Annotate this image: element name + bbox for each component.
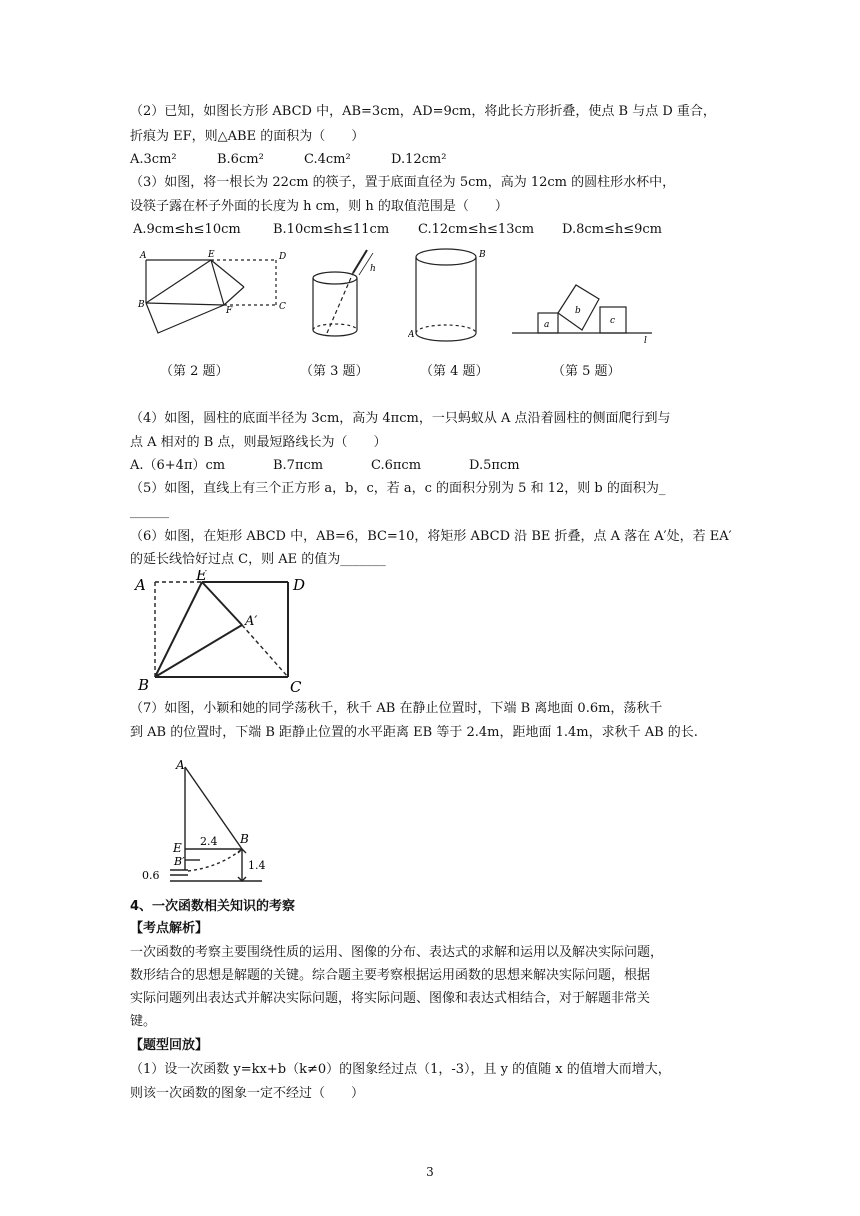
caption-q5: （第 5 题）	[552, 364, 621, 379]
figure-q6	[130, 570, 320, 695]
fig4-label-b: B	[479, 250, 486, 260]
q3-option-d: D.8cm≤h≤9cm	[562, 222, 663, 237]
q3-option-a: A.9cm≤h≤10cm	[133, 222, 241, 237]
q4-option-a: A.（6+4π）cm	[130, 458, 226, 473]
caption-q3: （第 3 题）	[300, 364, 369, 379]
fig7-label-ground: 0.6	[142, 869, 160, 882]
q2-option-a: A.3cm²	[130, 152, 177, 167]
fig6-label-a: A	[135, 576, 146, 594]
q3-line2: 设筷子露在杯子外面的长度为 h cm，则 h 的取值范围是（ ）	[130, 199, 508, 214]
figure-q4	[408, 245, 488, 345]
analysis-line-3: 实际问题列出表达式并解决实际问题，将实际问题、图像和表达式相结合，对于解题非常关	[130, 991, 651, 1006]
caption-q2: （第 2 题）	[160, 364, 229, 379]
fig7-label-e: E	[173, 841, 182, 855]
fig5-label-c: c	[610, 316, 616, 326]
q4-option-c: C.6πcm	[371, 458, 422, 473]
fig4-label-a: A	[408, 330, 415, 340]
fig7-label-b-prime: B′	[174, 855, 185, 868]
q4-line2: 点 A 相对的 B 点，则最短路线长为（ ）	[130, 435, 387, 450]
q5-line1: （5）如图，直线上有三个正方形 a，b，c，若 a，c 的面积分别为 5 和 12，则 b 的面积为_	[130, 481, 666, 496]
q7-line1: （7）如图，小颖和她的同学荡秋千，秋千 AB 在静止位置时，下端 B 离地面 0.6m，荡秋千	[130, 701, 663, 716]
q6-line1: （6）如图，在矩形 ABCD 中，AB=6，BC=10，将矩形 ABCD 沿 BE 折叠，点 A 落在 A′处，若 EA′	[130, 529, 732, 544]
fig2-label-b: B	[138, 300, 145, 310]
fig5-label-b: b	[575, 306, 581, 316]
review-title: 【题型回放】	[130, 1038, 209, 1053]
q2-option-c: C.4cm²	[304, 152, 351, 167]
analysis-line-4: 键。	[130, 1014, 157, 1029]
fig2-label-c: C	[279, 302, 286, 312]
fig7-label-b: B	[240, 832, 249, 846]
page-number: 3	[426, 1165, 434, 1179]
q4-line1: （4）如图，圆柱的底面半径为 3cm，高为 4πcm，一只蚂蚁从 A 点沿着圆柱的侧面爬行到与	[130, 411, 671, 426]
fig2-label-f: F	[226, 306, 233, 316]
q3-line1: （3）如图，将一根长为 22cm 的筷子，置于底面直径为 5cm，高为 12cm 的圆柱形水杯中，	[130, 175, 676, 190]
q4-option-d: D.5πcm	[469, 458, 520, 473]
q4-option-b: B.7πcm	[273, 458, 324, 473]
fig2-label-d: D	[279, 252, 287, 262]
fig6-label-a-prime: A′	[245, 614, 258, 629]
q2-option-b: B.6cm²	[217, 152, 264, 167]
q5-line2: ______	[130, 504, 169, 519]
q2-line2: 折痕为 EF，则△ABE 的面积为（ ）	[130, 129, 365, 144]
s4-q1-line1: （1）设一次函数 y=kx+b（k≠0）的图象经过点（1，-3），且 y 的值随 x 的值增大而增大，	[130, 1062, 671, 1077]
fig3-label-h: h	[370, 264, 376, 274]
fig2-label-e: E	[208, 250, 215, 260]
q7-line2: 到 AB 的位置时，下端 B 距静止位置的水平距离 EB 等于 2.4m，距地面 1.4m，求秋千 AB 的长.	[130, 725, 698, 740]
q3-option-b: B.10cm≤h≤11cm	[273, 222, 390, 237]
q2-line1: （2）已知，如图长方形 ABCD 中，AB=3cm，AD=9cm，将此长方形折叠，使点 B 与点 D 重合，	[130, 104, 716, 119]
s4-q1-line2: 则该一次函数的图象一定不经过（ ）	[130, 1086, 365, 1101]
q3-option-c: C.12cm≤h≤13cm	[418, 222, 535, 237]
fig2-label-a: A	[140, 251, 147, 261]
figure-q2	[136, 245, 296, 345]
q2-option-d: D.12cm²	[391, 152, 447, 167]
caption-q4: （第 4 题）	[420, 364, 489, 379]
fig6-label-b: B	[138, 676, 150, 694]
fig6-label-c: C	[290, 678, 302, 695]
fig5-label-l: l	[644, 336, 647, 345]
analysis-line-1: 一次函数的考察主要围绕性质的运用、图像的分布、表达式的求解和运用以及解决实际问题，	[130, 945, 664, 960]
analysis-title: 【考点解析】	[130, 921, 209, 936]
section4-title: 4、一次函数相关知识的考察	[130, 899, 296, 914]
fig6-label-e: E	[196, 570, 207, 584]
analysis-line-2: 数形结合的思想是解题的关键。综合题主要考察根据运用函数的思想来解决实际问题，根据	[130, 968, 651, 983]
figure-q3	[305, 245, 390, 345]
fig6-label-d: D	[293, 576, 306, 594]
fig7-label-a: A	[176, 758, 185, 772]
fig7-label-h: 1.4	[248, 859, 266, 872]
q6-line2: 的延长线恰好过点 C，则 AE 的值为_______	[130, 552, 386, 567]
figure-q5	[512, 275, 657, 345]
fig7-label-eb: 2.4	[200, 835, 218, 848]
fig5-label-a: a	[544, 320, 550, 330]
figure-q7	[130, 755, 270, 890]
